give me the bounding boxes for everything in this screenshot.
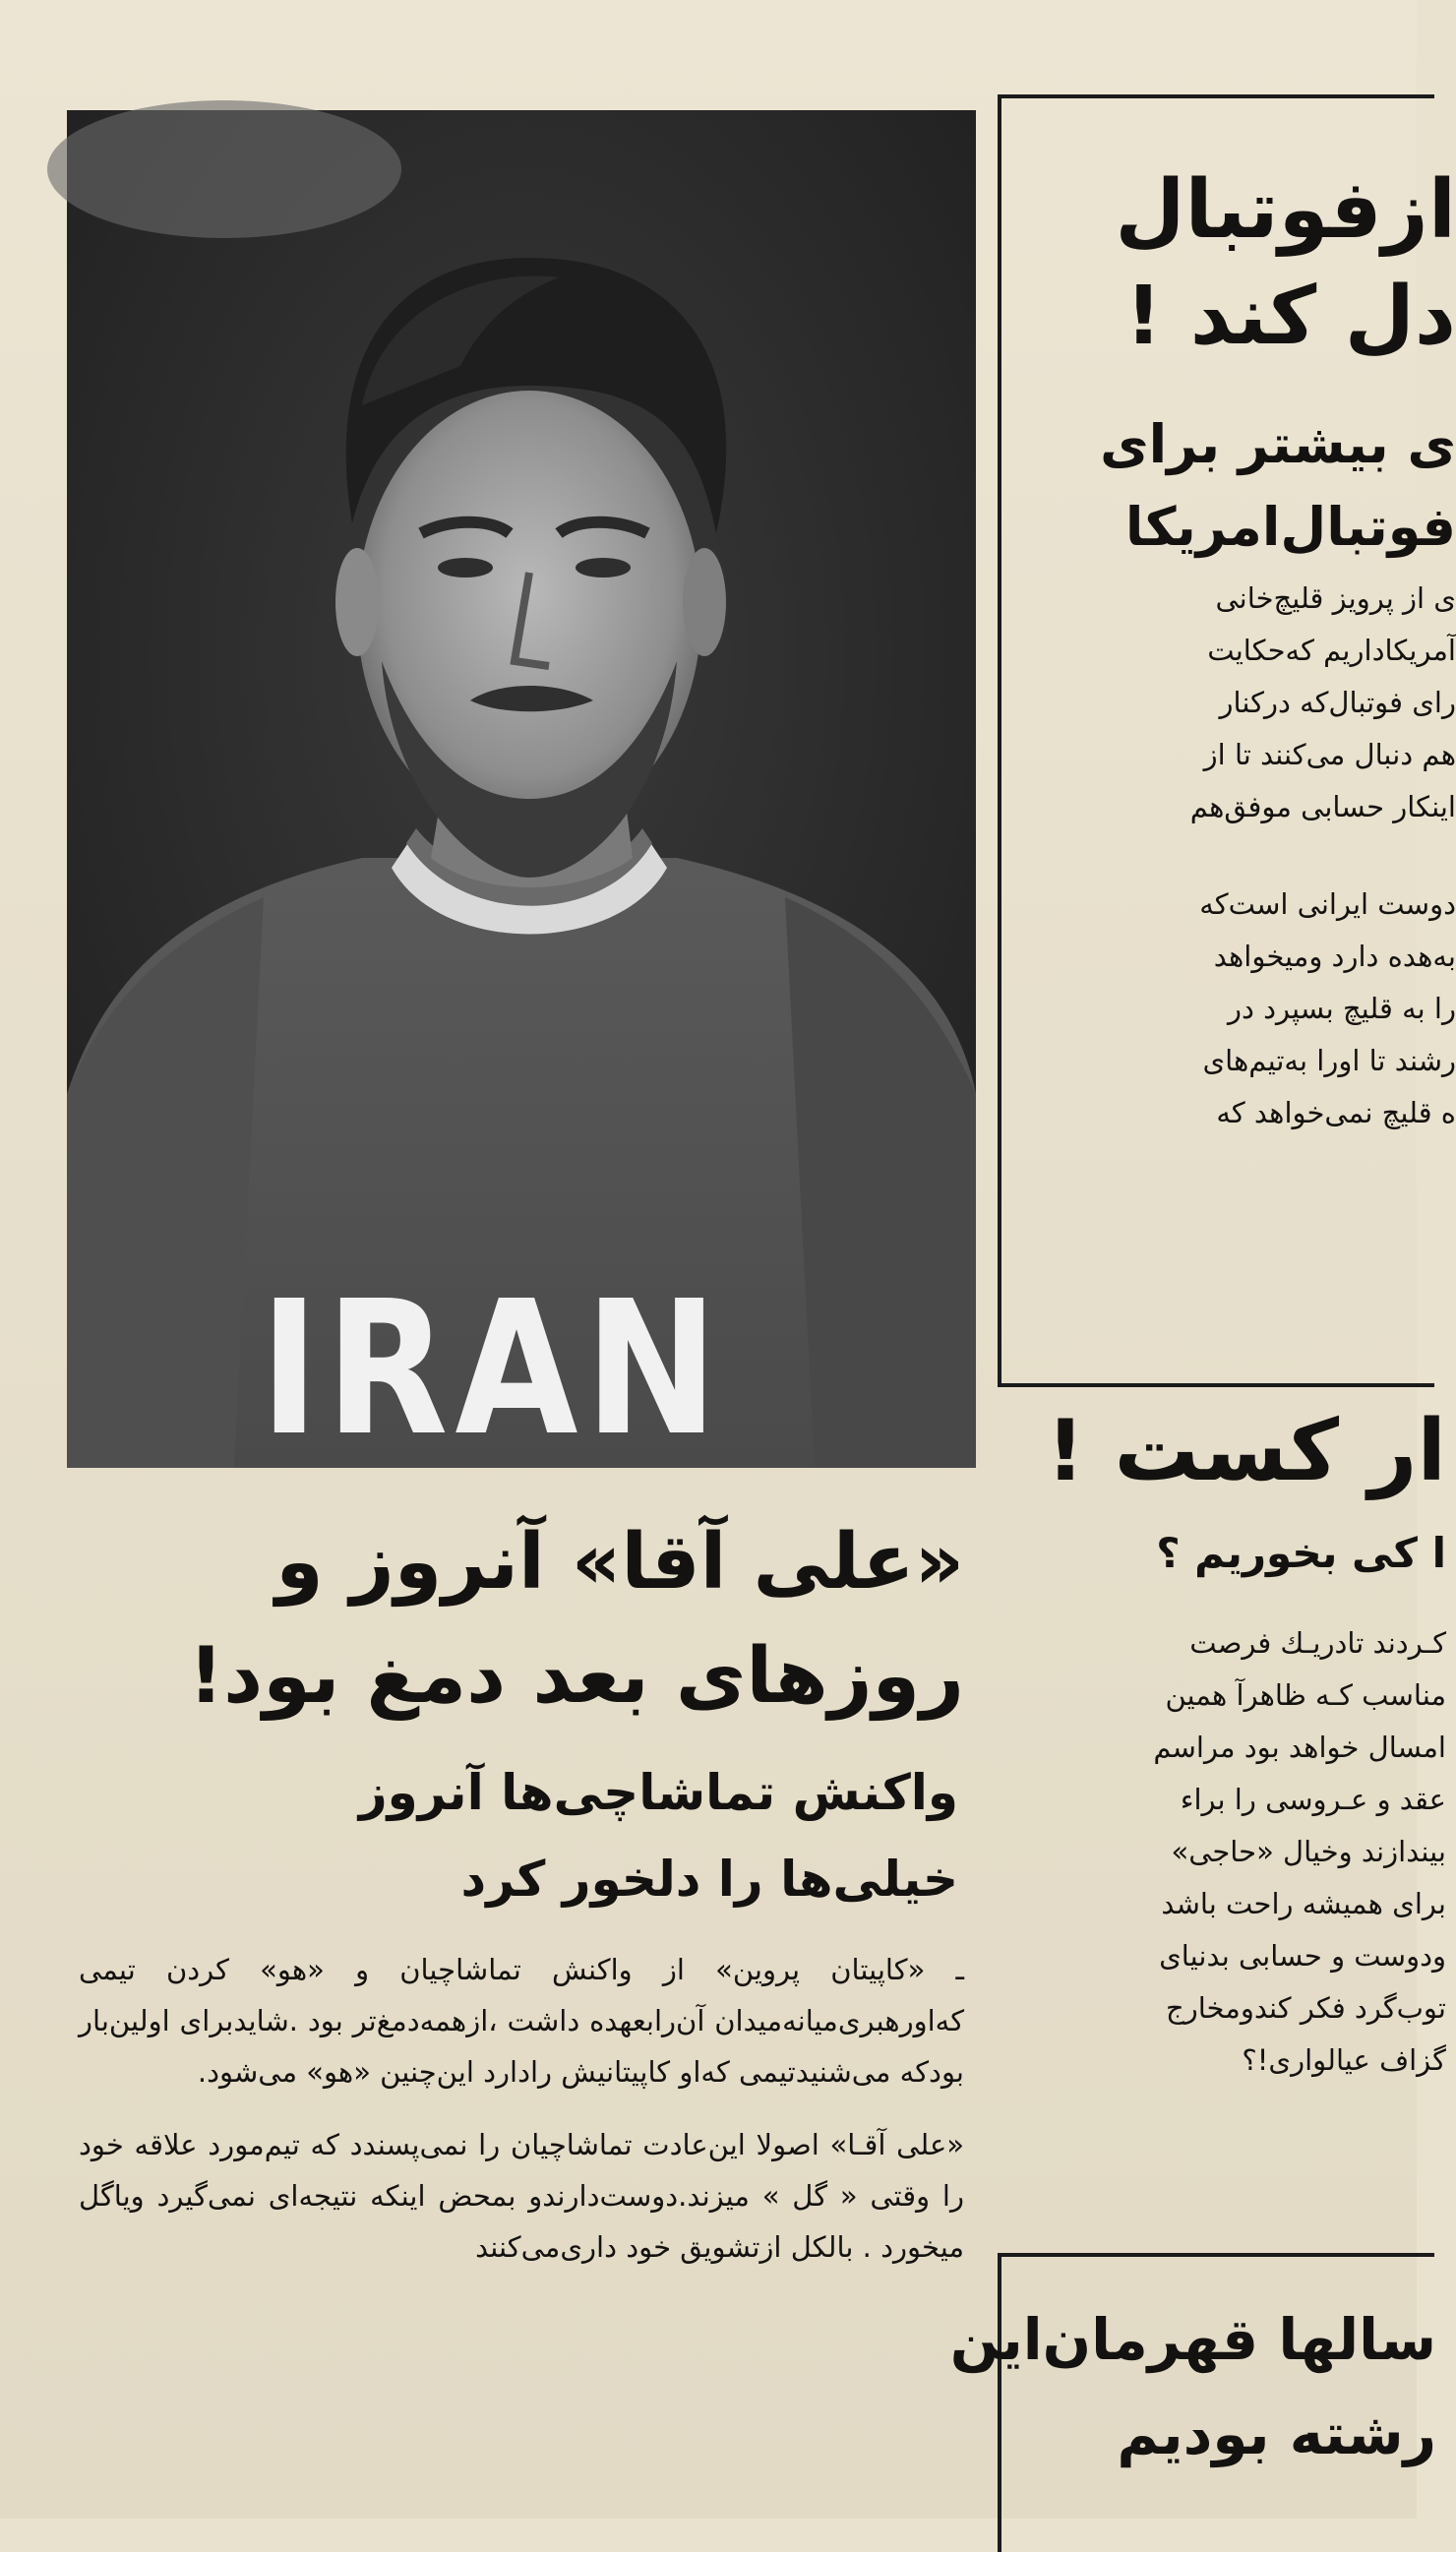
right-top-subhead-2: فوتبال‌امریکا <box>1124 496 1456 558</box>
right-middle-body-line: بیندازند وخیال «حاجی» <box>1171 1835 1446 1868</box>
right-top-body-line: رای فوتبال‌که درکنار <box>1219 686 1456 719</box>
right-middle-body-line: توب‌گرد فکر کندومخارج <box>1166 1991 1446 2025</box>
right-middle-body-line: عقد و عـروسی را براء <box>1180 1783 1446 1816</box>
right-top-body-line: آمریکاداریم که‌حکایت <box>1207 634 1456 667</box>
right-top-body-line: ه قلیچ نمی‌خواهد که <box>1216 1096 1456 1129</box>
player-photo <box>67 110 976 1477</box>
right-top-body-line: را به قلیچ بسپرد در <box>1227 992 1456 1025</box>
right-top-body-line: ی از پرویز قلیچ‌خانی <box>1215 581 1456 615</box>
subhead-line-1: واکنش تماشاچی‌ها آنروز <box>358 1764 958 1821</box>
right-top-article <box>984 157 1456 1367</box>
right-top-body-line: هم دنبال می‌کنند تا از <box>1203 738 1456 771</box>
right-top-headline-1: ازفوتبال <box>1115 163 1456 257</box>
right-middle-headline: ار کست ! <box>1046 1402 1446 1500</box>
right-bottom-headline-2: رشته بودیم <box>1117 2400 1436 2467</box>
article-paragraph-2: «علی آقـا» اصولا این‌عادت تماشاچیان را نمی‌پسندد که تیم‌مورد علاقه خود را وقتی « گل » میزند.دوست‌دارند‌و بمحض اینکه نتیجه‌ای نمی‌گیرد و‌یاگل میخورد . بالکل ازتشویق خود داری‌می‌کنند <box>79 2128 964 2264</box>
subhead-line-2: خیلی‌ها را دلخور کرد <box>460 1851 958 1908</box>
right-top-headline-2: دل کند ! <box>1124 270 1456 363</box>
right-middle-subhead: ا کی بخوریم ؟ <box>1156 1529 1446 1577</box>
right-top-body-line: دوست ایرانی است‌که <box>1199 887 1456 921</box>
left-article <box>79 1505 964 2273</box>
right-middle-body-line: کـردند تادریـك فرصت <box>1189 1626 1446 1660</box>
right-middle-article <box>984 1397 1446 2204</box>
right-middle-body-line: برای همیشه راحت باشد <box>1161 1887 1446 1920</box>
right-bottom-article <box>949 2292 1436 2519</box>
right-bottom-headline-1: سالها قهرمان‌این <box>949 2306 1436 2373</box>
jersey-text: IRAN <box>260 1261 725 1477</box>
right-top-body-line: اینکار حسابی موفق‌هم <box>1189 790 1456 823</box>
right-middle-body-line: امسال خواهد بود مراسم <box>1153 1731 1446 1764</box>
right-top-body-line: رشند تا اورا به‌تیم‌های <box>1202 1044 1456 1077</box>
right-middle-body-line: ودوست و حسابی بدنیای <box>1159 1939 1446 1973</box>
right-middle-body-line: گزاف عیالواری!؟ <box>1242 2043 1446 2077</box>
right-top-subhead-1: ی بیشتر برای <box>1100 413 1456 475</box>
headline-line-1: «علی آقا» آنروز و <box>275 1518 964 1607</box>
right-top-body-line: به‌هده دارد ومیخواهد <box>1213 940 1456 973</box>
headline-line-2: روزهای بعد دمغ بود! <box>188 1632 964 1721</box>
article-paragraph-1: ـ «کاپیتان پروین» از واکنش تماشاچیان و «هو» کردن تیمی که‌اورهبری‌میانه‌میدان آن‌رابعهده داشت ،ازهمه‌دمغ‌تر بود .شاید‌برای اولین‌بار بود‌که می‌شنید‌تیمی که‌او کاپیتانیش رادارد این‌چنین «هو» می‌شود. <box>79 1953 964 2089</box>
right-middle-body-line: مناسب کـه ظاهرآ همین <box>1165 1678 1446 1712</box>
